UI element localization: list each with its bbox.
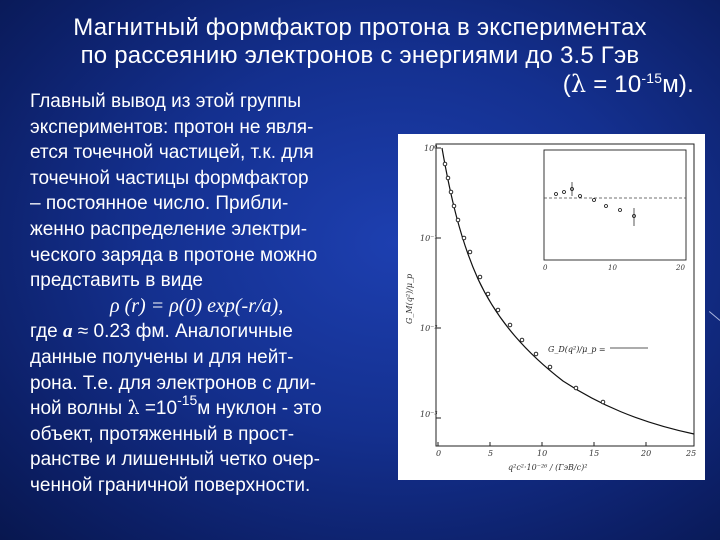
body-text-part: где — [30, 321, 64, 343]
form-factor-plot — [398, 134, 705, 480]
body-line: ется точечной частицей, т.к. для — [30, 142, 314, 164]
y-tick-label: 10⁻² — [420, 324, 438, 333]
body-text-part: ной волны — [30, 398, 128, 420]
y-tick-marks — [436, 148, 441, 418]
inset-x-tick: 0 — [543, 264, 548, 272]
x-tick-label: 0 — [436, 449, 442, 458]
body-line: представить в виде — [30, 270, 203, 292]
body-text-part: м нуклон - это — [197, 398, 322, 420]
body-line: ченной граничной поверхности. — [30, 474, 311, 496]
form-factor-figure — [398, 134, 705, 480]
body-text-part: =10 — [139, 398, 178, 420]
y-tick-label: 10⁻³ — [420, 410, 438, 419]
body-line: Главный вывод из этой группы — [30, 91, 302, 112]
title-eq: = 10 — [586, 71, 642, 98]
body-line — [30, 392, 402, 422]
title-exponent: -15 — [641, 70, 663, 86]
inset-x-tick: 10 — [608, 264, 617, 272]
y-tick-label: 10⁻¹ — [420, 234, 438, 243]
title-line-2: по рассеянию электронов с энергиями до 3.5 Гэв — [80, 42, 640, 69]
title-unit: м). — [662, 71, 694, 98]
body-line: – постоянное число. Прибли- — [30, 193, 289, 215]
body-line: женно распределение электри- — [30, 218, 308, 240]
body-text-part: ≈ 0.23 фм. Аналогичные — [72, 321, 293, 343]
body-line: точечной частицы формфактор — [30, 167, 309, 189]
decorative-line — [709, 311, 720, 321]
x-tick-marks — [438, 442, 646, 446]
x-tick-label: 5 — [488, 449, 494, 458]
lambda-symbol: λ — [127, 397, 140, 420]
x-tick-label: 15 — [589, 449, 600, 458]
exponent: -15 — [177, 392, 198, 409]
y-tick-label: 10⁰ — [424, 144, 438, 153]
density-formula: ρ (r) = ρ(0) exp(-r/a), — [110, 294, 284, 317]
lambda-symbol: λ — [570, 70, 587, 98]
inset-frame — [544, 150, 686, 260]
inset-x-tick: 20 — [676, 264, 685, 272]
slide-title — [0, 14, 720, 98]
y-axis-label: G_M(q²)/μ_p — [405, 273, 414, 324]
curve-label: G_D(q²)/μ_p = — [548, 345, 606, 354]
body-line: данные получены и для нейт- — [30, 346, 294, 368]
body-line — [30, 319, 402, 345]
x-tick-label: 20 — [641, 449, 652, 458]
x-tick-label: 25 — [686, 449, 697, 458]
body-line: ранстве и лишенный четко очер- — [30, 449, 320, 471]
body-line: экспериментов: протон не явля- — [30, 116, 314, 138]
x-tick-label: 10 — [537, 449, 548, 458]
title-line-1: Магнитный формфактор протона в экспериментах — [73, 14, 647, 41]
radius-variable: a — [63, 321, 73, 343]
body-line: ческого заряда в протоне можно — [30, 244, 318, 266]
x-axis-label: q²c²·10⁻²⁶ / (ГэВ/с)² — [508, 463, 588, 472]
title-line-3 — [563, 70, 694, 99]
title-paren: ( — [562, 71, 571, 98]
body-line: рона. Т.е. для электронов с дли- — [30, 372, 317, 394]
body-line: объект, протяженный в прост- — [30, 423, 295, 445]
body-text — [30, 89, 402, 499]
